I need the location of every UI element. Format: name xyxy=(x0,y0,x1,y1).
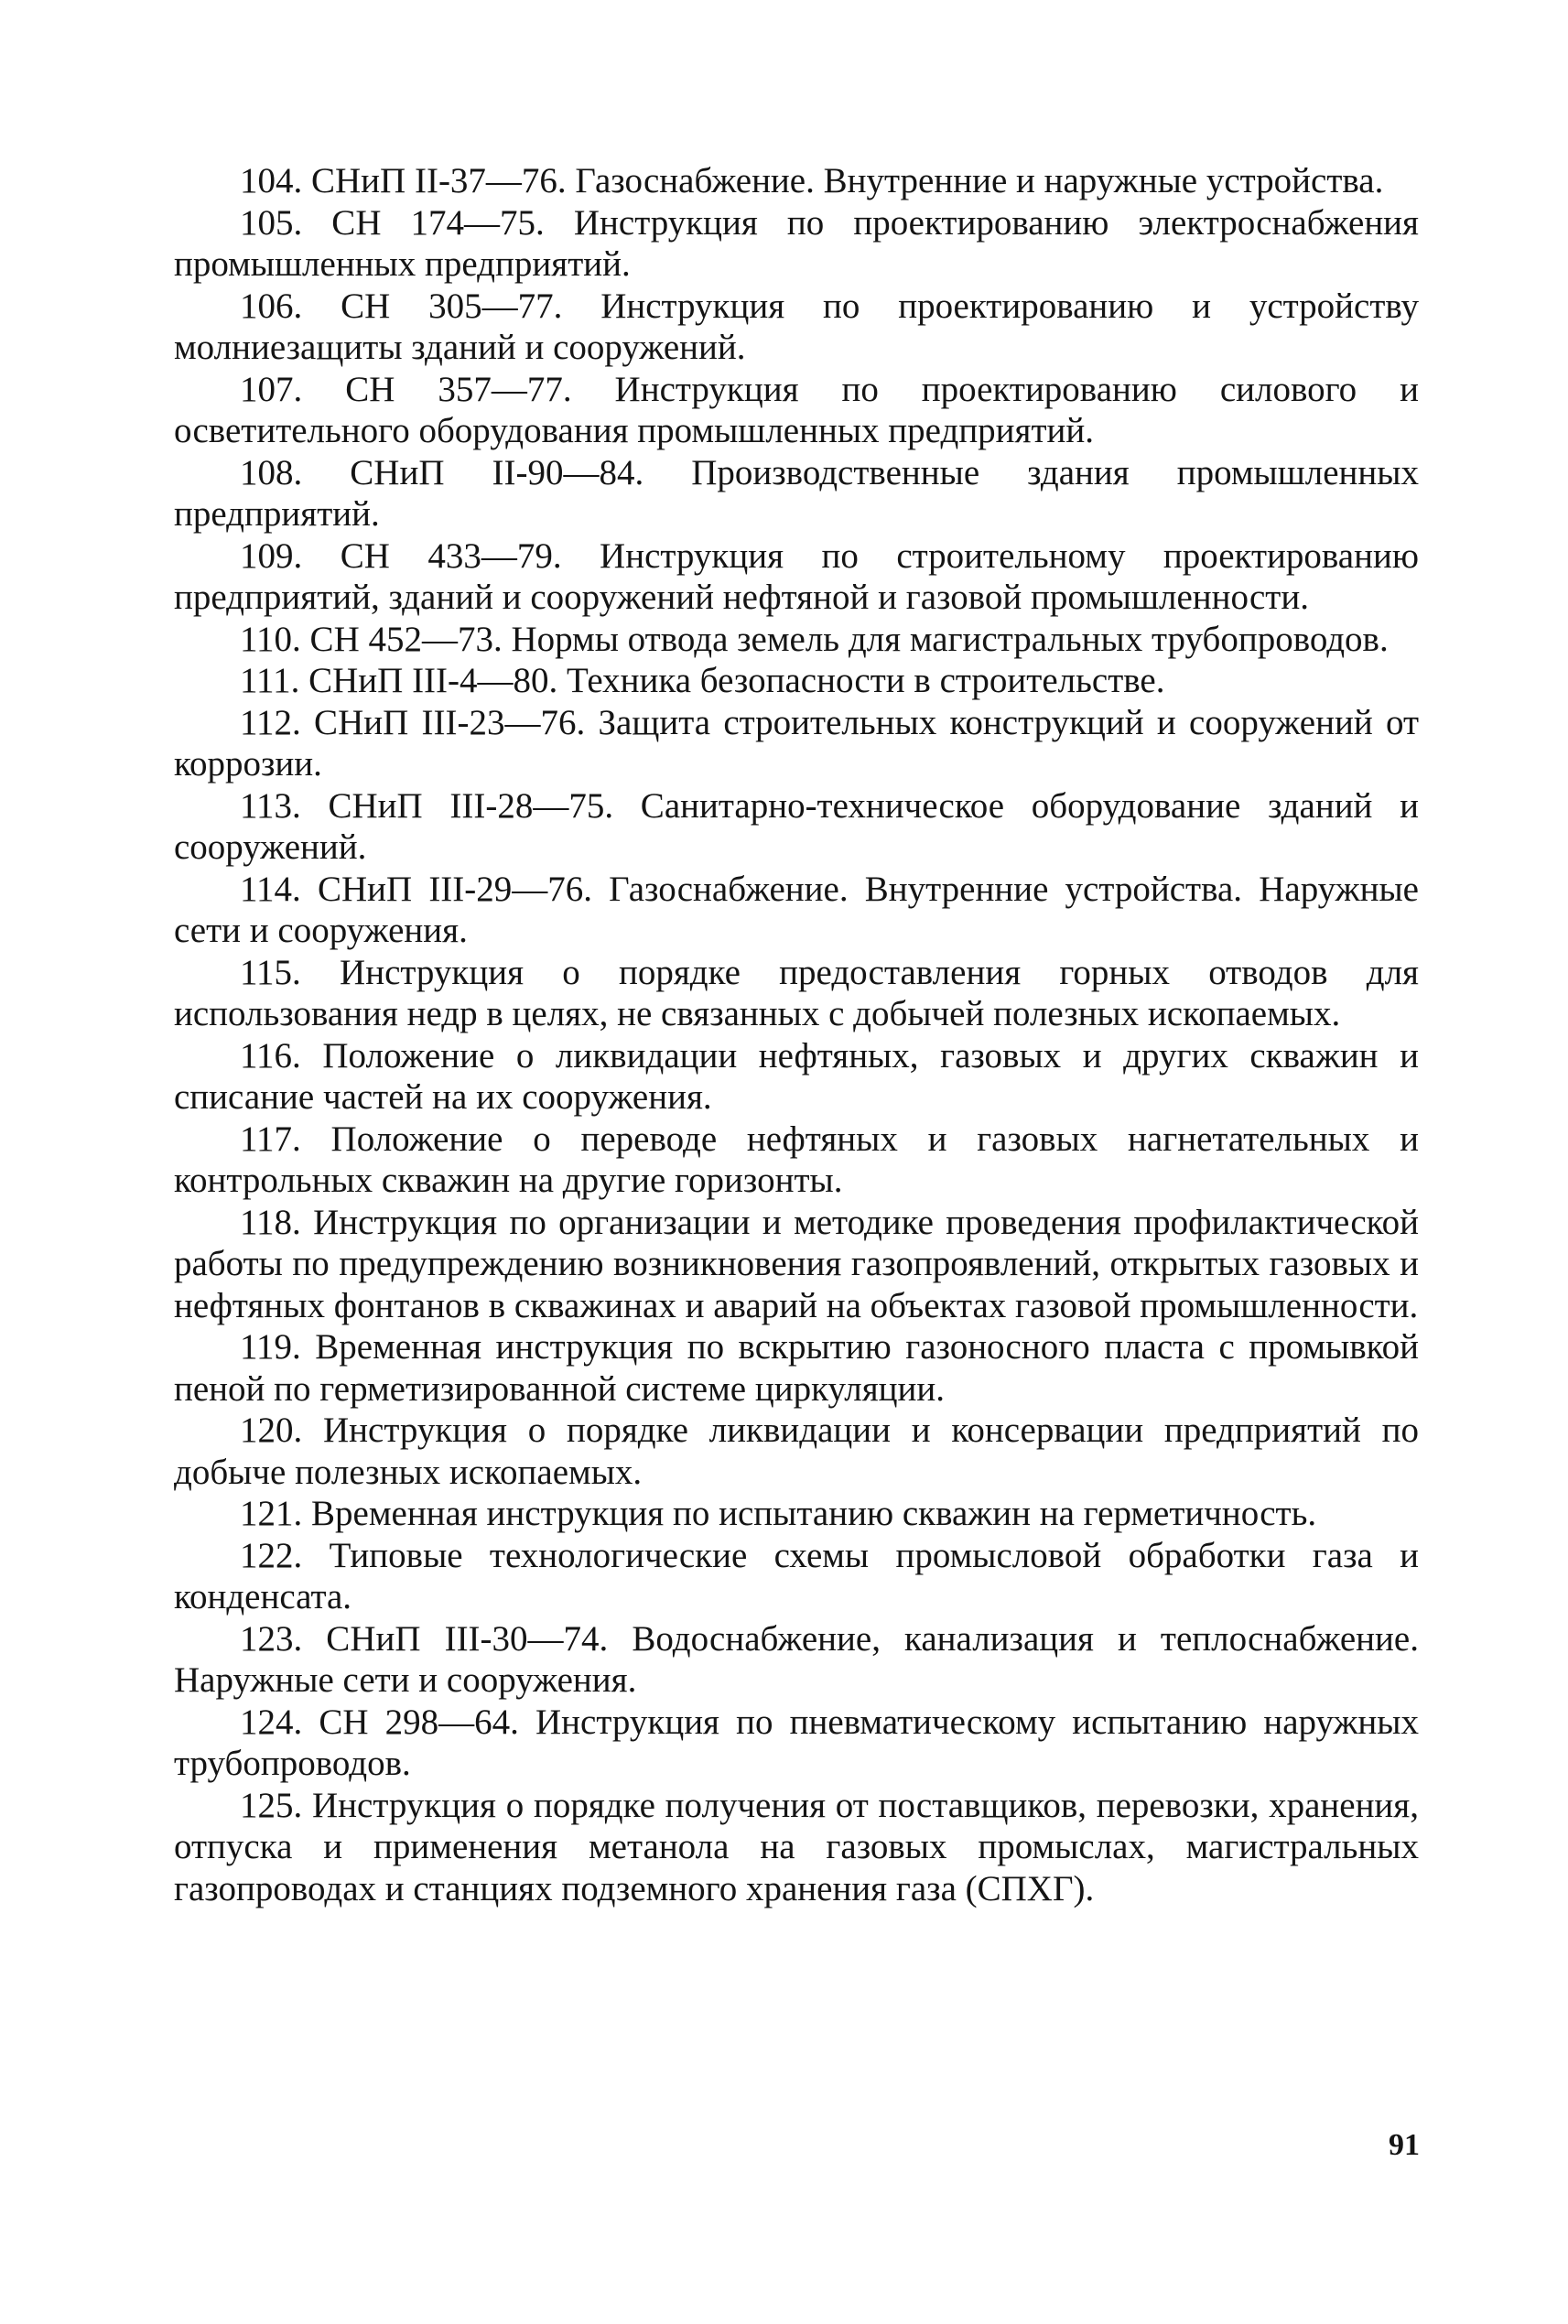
reference-item: 121. Временная инструкция по испытанию скважин на герметичность. xyxy=(240,1494,1317,1533)
reference-item: 113. СНиП III-28—75. Санитарно-техническое оборудование зданий и сооружений. xyxy=(174,785,1419,867)
reference-item: 122. Типовые технологические схемы промысловой обработки газа и конденсата. xyxy=(174,1535,1419,1616)
reference-item: 106. СН 305—77. Инструкция по проектированию и устройству молниезащиты зданий и сооружений. xyxy=(174,286,1419,367)
reference-item: 111. СНиП III-4—80. Техника безопасности в строительстве. xyxy=(240,661,1165,700)
reference-item: 114. СНиП III-29—76. Газоснабжение. Внутренние устройства. Наружные сети и сооружения. xyxy=(174,869,1419,950)
reference-item: 105. СН 174—75. Инструкция по проектированию электроснабжения промышленных предприятий. xyxy=(174,202,1419,284)
reference-item: 108. СНиП II-90—84. Производственные здания промышленных предприятий. xyxy=(174,452,1419,534)
reference-item: 116. Положение о ликвидации нефтяных, газовых и других скважин и списание частей на их сооружения. xyxy=(174,1035,1419,1117)
reference-item: 109. СН 433—79. Инструкция по строительному проектированию предприятий, зданий и сооружений нефтяной и газовой промышленности. xyxy=(174,535,1419,617)
reference-item: 115. Инструкция о порядке предоставления горных отводов для использования недр в целях, не связанных с добычей полезных ископаемых. xyxy=(174,952,1419,1033)
reference-item: 110. СН 452—73. Нормы отвода земель для магистральных трубопроводов. xyxy=(240,619,1389,659)
reference-item: 117. Положение о переводе нефтяных и газовых нагнетательных и контрольных скважин на другие горизонты. xyxy=(174,1119,1419,1200)
reference-item: 118. Инструкция по организации и методике проведения профилактической работы по предупреждению возникновения газопроявлений, открытых газовых и нефтяных фонтанов в скважинах и аварий на объектах газовой промышленности. xyxy=(174,1202,1419,1325)
reference-item: 112. СНиП III-23—76. Защита строительных конструкций и сооружений от коррозии. xyxy=(174,702,1419,784)
reference-item: 119. Временная инструкция по вскрытию газоносного пласта с промывкой пеной по герметизированной системе циркуляции. xyxy=(174,1327,1419,1409)
reference-item: 124. СН 298—64. Инструкция по пневматическому испытанию наружных трубопроводов. xyxy=(174,1702,1419,1783)
reference-item: 120. Инструкция о порядке ликвидации и консервации предприятий по добыче полезных ископаемых. xyxy=(174,1411,1419,1492)
reference-item: 125. Инструкция о порядке получения от поставщиков, перевозки, хранения, отпуска и применения метанола на газовых промыслах, магистральных газопроводах и станциях подземного хранения газа (СПХГ). xyxy=(174,1785,1419,1908)
reference-item: 123. СНиП III-30—74. Водоснабжение, канализация и теплоснабжение. Наружные сети и сооружения. xyxy=(174,1618,1419,1700)
page-number: 91 xyxy=(1389,2128,1420,2162)
reference-item: 107. СН 357—77. Инструкция по проектированию силового и осветительного оборудования промышленных предприятий. xyxy=(174,369,1419,450)
reference-item: 104. СНиП II-37—76. Газоснабжение. Внутренние и наружные устройства. xyxy=(240,161,1384,200)
reference-list xyxy=(174,160,1419,1909)
